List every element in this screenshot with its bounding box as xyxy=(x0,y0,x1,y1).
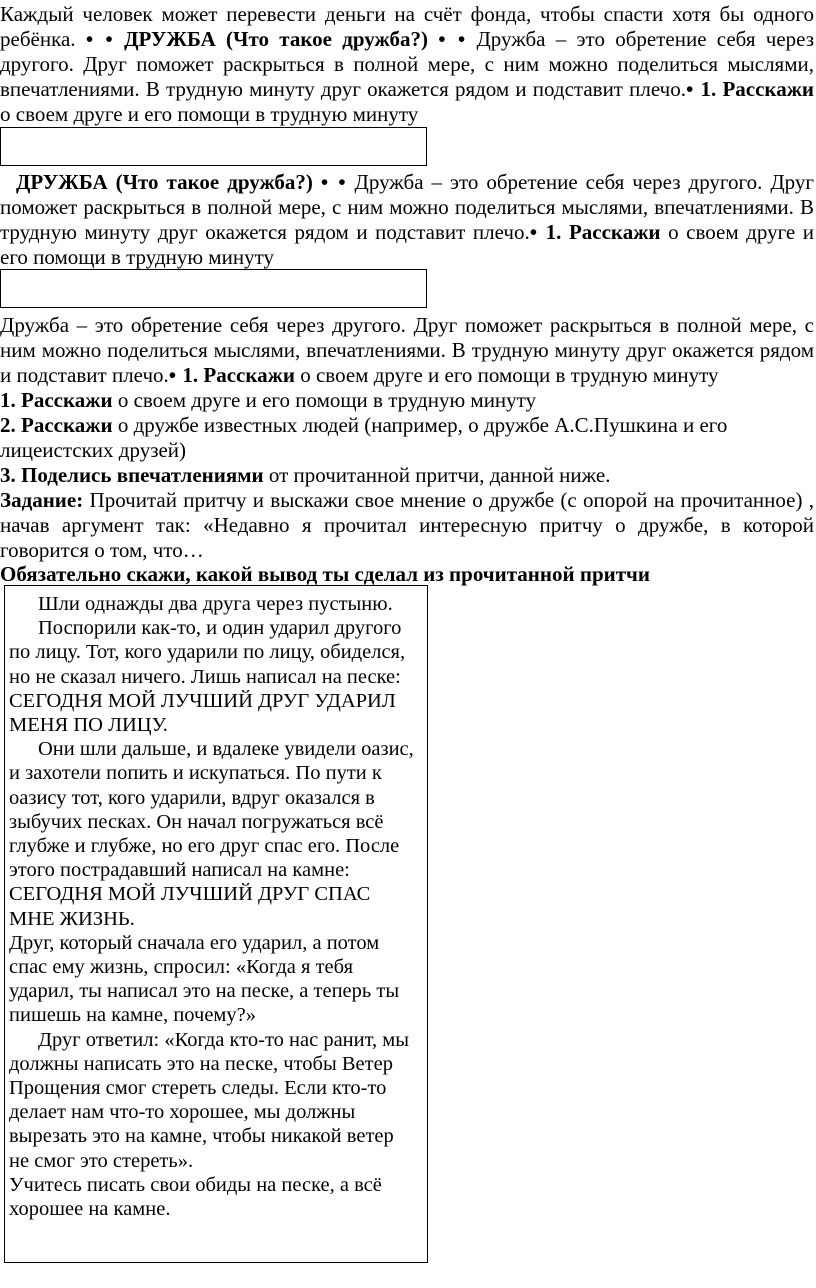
bullet-pair: • • xyxy=(85,27,114,51)
friendship-definition: Дружба – это обретение себя через другого. Друг поможет раскрыться в полной мере, с ним можно поделиться мыслями, впечатлениями. В трудную минуту друг окажется рядом и подставит плечо. xyxy=(0,27,815,101)
assignment-text: Прочитай притчу и выскажи свое мнение о дружбе (с опорой на прочитанное) , начав аргумент так: «Недавно я прочитал интересную притчу о дружбе, в которой говорится о том, что… xyxy=(0,488,814,562)
bullet-pair: • • xyxy=(320,170,347,194)
bullet: • xyxy=(685,77,695,101)
task-number: 3. xyxy=(0,463,16,487)
task-text: о дружбе известных людей (например, о дружбе А.С.Пушкина и его лицеистских друзей) xyxy=(0,413,728,462)
task-number: 1. xyxy=(700,77,717,101)
repeat-paragraph-2 xyxy=(0,170,814,270)
intro-text: Каждый человек может перевести деньги на счёт фонда, чтобы спасти хотя бы одного ребёнка. xyxy=(0,2,814,51)
task-verb: Расскажи xyxy=(722,77,815,101)
task-number: 1. xyxy=(0,388,16,412)
bullet: • xyxy=(529,220,539,244)
task-text: от прочитанной притчи, данной ниже. xyxy=(268,463,611,487)
answer-box[interactable] xyxy=(0,269,427,308)
task-verb: Расскажи xyxy=(203,363,295,387)
task-text: о своем друге и его помощи в трудную минуту xyxy=(117,388,537,412)
assignment-paragraph xyxy=(0,488,814,563)
task-verb: Расскажи xyxy=(568,220,661,244)
friendship-heading: ДРУЖБА (Что такое дружба?) xyxy=(124,27,428,51)
requirement-text: Обязательно скажи, какой вывод ты сделал из прочитанной притчи xyxy=(0,562,650,586)
assignment-requirement xyxy=(0,562,814,587)
parable-paragraph: Друг, который сначала его ударил, а потом спас ему жизнь, спросил: «Когда я тебя ударил, ты написал это на песке, а теперь ты пишешь на камне, почему?» xyxy=(9,931,400,1027)
task-number: 2. xyxy=(0,413,16,437)
parable-paragraph: Друг ответил: «Когда кто-то нас ранит, мы должны написать это на песке, чтобы Ветер Прощения смог стереть следы. Если кто-то делает нам что-то хорошее, мы должны вырезать это на камне, чтобы никакой ветер не смог это стереть». xyxy=(9,1028,410,1172)
parable-box xyxy=(4,585,428,1263)
answer-box[interactable] xyxy=(0,127,427,166)
repeat-paragraph-3 xyxy=(0,313,814,388)
task-text: о своем друге и его помощи в трудную минуту xyxy=(0,220,815,269)
task-verb: Расскажи xyxy=(21,388,113,412)
task-2 xyxy=(0,413,790,463)
assignment-label: Задание: xyxy=(0,488,84,512)
task-verb: Поделись впечатлениями xyxy=(21,463,264,487)
parable-paragraph: Они шли дальше, и вдалеке увидели оазис, и захотели попить и искупаться. По пути к оазису тот, кого ударили, вдруг оказался в зыбучих песках. Он начал погружаться всё глубже и глубже, но его друг спас его. После этого пострадавший написал на камне: СЕГОДНЯ МОЙ ЛУЧШИЙ ДРУГ СПАС МНЕ ЖИЗНЬ. xyxy=(9,738,414,930)
task-text: о своем друге и его помощи в трудную минуту xyxy=(0,102,419,126)
task-number: 1. xyxy=(545,220,562,244)
parable-moral: Учитесь писать свои обиды на песке, а всё хорошее на камне. xyxy=(9,1173,382,1221)
bullet-pair: • • xyxy=(438,27,467,51)
parable-paragraph: Поспорили как-то, и один ударил другого по лицу. Тот, кого ударили по лицу, обиделся, но не сказал ничего. Лишь написал на песке: СЕГОДНЯ МОЙ ЛУЧШИЙ ДРУГ УДАРИЛ МЕНЯ ПО ЛИЦУ. xyxy=(9,617,406,737)
friendship-heading: ДРУЖБА (Что такое дружба?) xyxy=(15,170,313,194)
bullet: • xyxy=(168,363,178,387)
friendship-definition: Дружба – это обретение себя через другого. Друг поможет раскрыться в полной мере, с ним можно поделиться мыслями, впечатлениями. В трудную минуту друг окажется рядом и подставит плечо. xyxy=(0,170,814,244)
intro-paragraph xyxy=(0,2,814,127)
task-3 xyxy=(0,463,814,488)
parable-paragraph: Шли однажды два друга через пустыню. xyxy=(38,593,393,615)
task-number: 1. xyxy=(182,363,199,387)
task-verb: Расскажи xyxy=(21,413,113,437)
task-text: о своем друге и его помощи в трудную минуту xyxy=(300,363,719,387)
friendship-definition: Дружба – это обретение себя через другого. Друг поможет раскрыться в полной мере, с ним можно поделиться мыслями, впечатлениями. В трудную минуту друг окажется рядом и подставит плечо. xyxy=(0,313,814,387)
task-1 xyxy=(0,388,814,413)
